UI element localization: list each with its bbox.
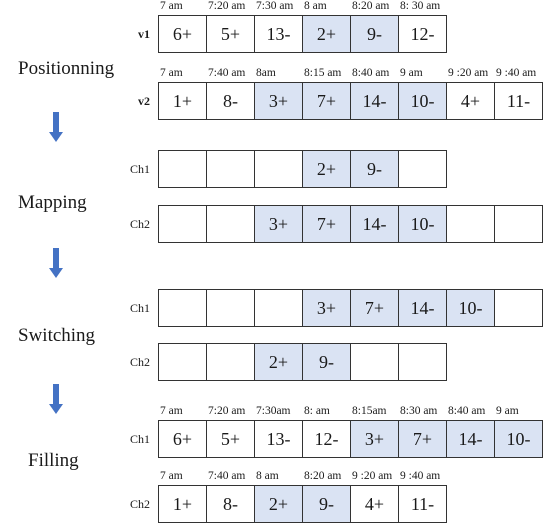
- slot-strip: [158, 150, 447, 188]
- slot-cell: 13-: [254, 420, 303, 458]
- row-label: Ch2: [129, 355, 150, 369]
- slot-cell: 3+: [350, 420, 399, 458]
- slot-cell: 5+: [206, 15, 255, 53]
- slot-cell: 3+: [254, 205, 303, 243]
- slot-cell: 14-: [350, 205, 399, 243]
- time-label: 8:30 am: [400, 405, 438, 417]
- slot-cell: [254, 150, 303, 188]
- row-label: v2: [138, 94, 150, 108]
- slot-cell: [158, 205, 207, 243]
- slot-cell: 2+: [254, 343, 303, 381]
- time-label: 8:15am: [352, 405, 387, 417]
- time-label: 9 :20 am: [352, 470, 393, 482]
- slot-cell: [254, 289, 303, 327]
- slot-cell: 7+: [350, 289, 399, 327]
- slot-cell: 9-: [350, 15, 399, 53]
- slot-cell: 3+: [254, 82, 303, 120]
- slot-cell: 2+: [302, 150, 351, 188]
- stage-switching: Switching: [18, 325, 96, 346]
- slot-cell: 10-: [398, 205, 447, 243]
- slot-strip: [158, 82, 543, 120]
- slot-cell: [494, 289, 543, 327]
- slot-cell: 11-: [494, 82, 543, 120]
- slot-cell: [446, 205, 495, 243]
- slot-cell: 14-: [446, 420, 495, 458]
- time-label: 9 :20 am: [448, 67, 489, 79]
- time-label: 7:30am: [256, 405, 291, 417]
- slot-cell: 13-: [254, 15, 303, 53]
- slot-cell: 8-: [206, 485, 255, 523]
- time-label: 8: am: [304, 405, 330, 417]
- time-label: 9 am: [496, 405, 519, 417]
- time-label: 7 am: [160, 0, 183, 12]
- slot-cell: [206, 150, 255, 188]
- slot-cell: 9-: [302, 485, 351, 523]
- slot-cell: 7+: [302, 205, 351, 243]
- time-label: 8:15 am: [304, 67, 342, 79]
- slot-cell: [494, 205, 543, 243]
- slot-cell: 7+: [302, 82, 351, 120]
- slot-cell: 1+: [158, 485, 207, 523]
- slot-cell: [158, 343, 207, 381]
- time-label: 7 am: [160, 405, 183, 417]
- row-label: v1: [138, 27, 150, 41]
- time-label: 7:40 am: [208, 67, 246, 79]
- slot-cell: [398, 343, 447, 381]
- slot-strip: [158, 485, 447, 523]
- row-label: Ch2: [129, 217, 150, 231]
- time-label: 7:20 am: [208, 0, 246, 12]
- slot-strip: [158, 420, 543, 458]
- slot-cell: 6+: [158, 420, 207, 458]
- slot-cell: [206, 289, 255, 327]
- slot-cell: 8-: [206, 82, 255, 120]
- down-arrow-icon: [49, 384, 63, 414]
- row-label: Ch1: [129, 432, 150, 446]
- slot-cell: 2+: [254, 485, 303, 523]
- stage-filling: Filling: [28, 450, 79, 471]
- time-label: 8:40 am: [448, 405, 486, 417]
- slot-cell: 12-: [302, 420, 351, 458]
- slot-strip: [158, 289, 543, 327]
- slot-cell: 3+: [302, 289, 351, 327]
- slot-cell: 4+: [350, 485, 399, 523]
- slot-strip: [158, 343, 447, 381]
- slot-cell: 4+: [446, 82, 495, 120]
- time-label: 8: 30 am: [400, 0, 441, 12]
- stage-mapping: Mapping: [18, 192, 87, 213]
- slot-cell: 10-: [398, 82, 447, 120]
- slot-cell: 6+: [158, 15, 207, 53]
- time-label: 7:40 am: [208, 470, 246, 482]
- slot-cell: 7+: [398, 420, 447, 458]
- slot-cell: 9-: [302, 343, 351, 381]
- down-arrow-icon: [49, 248, 63, 278]
- slot-cell: 2+: [302, 15, 351, 53]
- slot-strip: [158, 15, 447, 53]
- time-label: 8am: [256, 67, 276, 79]
- slot-cell: 9-: [350, 150, 399, 188]
- time-label: 7 am: [160, 67, 183, 79]
- row-label: Ch1: [129, 301, 150, 315]
- row-label: Ch1: [129, 162, 150, 176]
- slot-cell: 10-: [494, 420, 543, 458]
- slot-cell: 10-: [446, 289, 495, 327]
- time-label: 7 am: [160, 470, 183, 482]
- time-label: 9 :40 am: [400, 470, 441, 482]
- slot-cell: [158, 150, 207, 188]
- down-arrow-icon: [49, 112, 63, 142]
- time-label: 8 am: [256, 470, 279, 482]
- slot-cell: [206, 343, 255, 381]
- slot-cell: 1+: [158, 82, 207, 120]
- slot-cell: [206, 205, 255, 243]
- slot-cell: [398, 150, 447, 188]
- slot-cell: [350, 343, 399, 381]
- time-label: 9 am: [400, 67, 423, 79]
- slot-cell: 14-: [350, 82, 399, 120]
- time-label: 9 :40 am: [496, 67, 537, 79]
- time-label: 8:20 am: [352, 0, 390, 12]
- time-label: 8 am: [304, 0, 327, 12]
- time-label: 7:20 am: [208, 405, 246, 417]
- slot-cell: [158, 289, 207, 327]
- slot-cell: 11-: [398, 485, 447, 523]
- time-label: 8:40 am: [352, 67, 390, 79]
- slot-cell: 5+: [206, 420, 255, 458]
- slot-cell: 14-: [398, 289, 447, 327]
- stage-positionning: Positionning: [18, 58, 115, 79]
- time-label: 7:30 am: [256, 0, 294, 12]
- slot-strip: [158, 205, 543, 243]
- slot-cell: 12-: [398, 15, 447, 53]
- time-label: 8:20 am: [304, 470, 342, 482]
- row-label: Ch2: [129, 497, 150, 511]
